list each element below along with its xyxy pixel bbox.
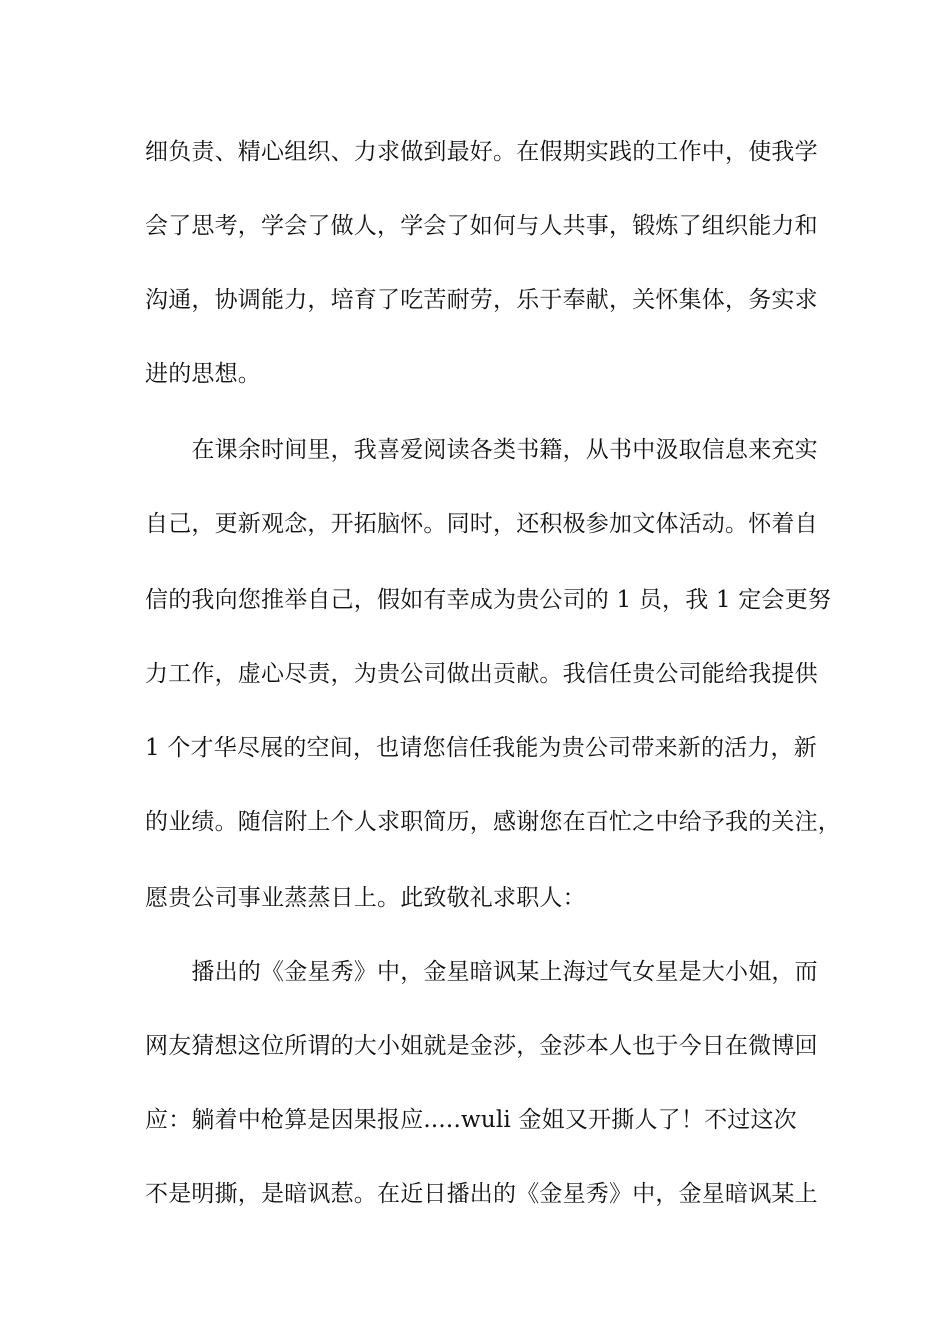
text-line: 信的我向您推举自己，假如有幸成为贵公司的 1 员，我 1 定会更努 (145, 587, 832, 613)
text-line: 沟通，协调能力，培育了吃苦耐劳，乐于奉献，关怀集体，务实求 (145, 287, 818, 313)
text-line: 细负责、精心组织、力求做到最好。在假期实践的工作中，使我学 (145, 139, 818, 165)
text-line: 在课余时间里，我喜爱阅读各类书籍，从书中汲取信息来充实 (145, 437, 818, 463)
text-line: 进的思想。 (145, 361, 261, 387)
text-line: 应：躺着中枪算是因果报应.....wuli 金姐又开撕人了！不过这次 (145, 1107, 797, 1133)
text-line: 网友猜想这位所谓的大小姐就是金莎，金莎本人也于今日在微博回 (145, 1033, 818, 1059)
text-line: 播出的《金星秀》中，金星暗讽某上海过气女星是大小姐，而 (145, 959, 818, 985)
text-line: 不是明撕，是暗讽惹。在近日播出的《金星秀》中，金星暗讽某上 (145, 1181, 818, 1207)
text-line: 会了思考，学会了做人，学会了如何与人共事，锻炼了组织能力和 (145, 213, 818, 239)
text-line: 1 个才华尽展的空间，也请您信任我能为贵公司带来新的活力，新 (145, 735, 817, 761)
text-line: 自己，更新观念，开拓脑怀。同时，还积极参加文体活动。怀着自 (145, 511, 818, 537)
text-line: 愿贵公司事业蒸蒸日上。此致敬礼求职人： (145, 885, 586, 911)
text-line: 力工作，虚心尽责，为贵公司做出贡献。我信任贵公司能给我提供 (145, 661, 818, 687)
text-line: 的业绩。随信附上个人求职简历，感谢您在百忙之中给予我的关注， (145, 809, 841, 835)
